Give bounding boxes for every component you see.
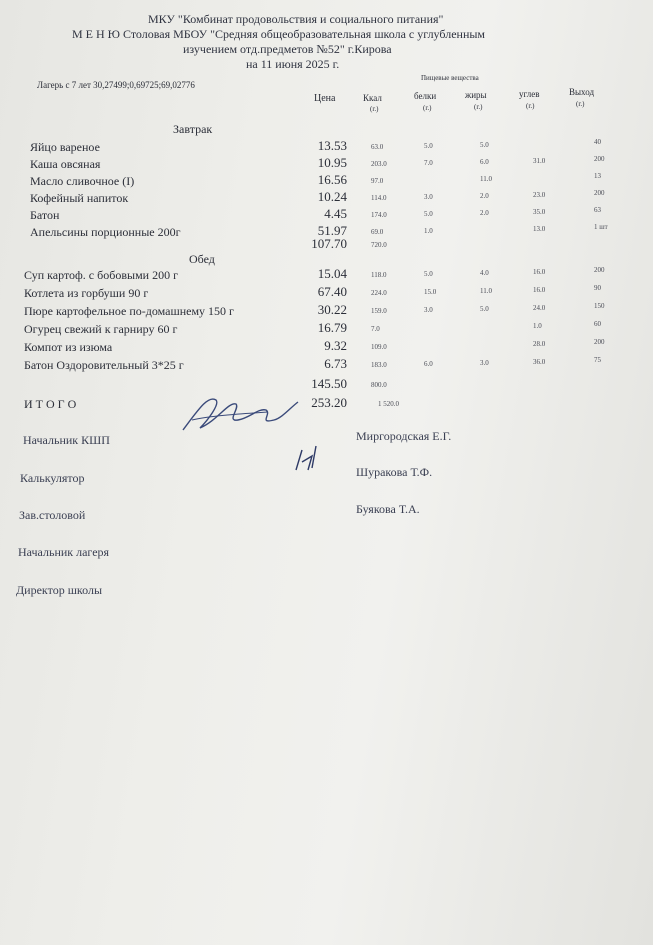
item-yield: 40 xyxy=(594,138,601,146)
item-fats: 5.0 xyxy=(480,141,489,149)
item-name: Масло сливочное (I) xyxy=(30,174,135,188)
item-name: Котлета из горбуши 90 г xyxy=(24,286,149,300)
grand-total-kcal: 1 520.0 xyxy=(378,400,399,408)
sign-director: Директор школы xyxy=(16,583,103,597)
item-yield: 200 xyxy=(594,338,605,346)
item-kcal: 174.0 xyxy=(371,211,387,219)
item-yield: 1 шт xyxy=(594,223,608,231)
item-fats: 2.0 xyxy=(480,192,489,200)
item-price: 10.95 xyxy=(317,155,347,170)
lunch-total-price: 145.50 xyxy=(311,376,347,391)
item-price: 16.56 xyxy=(317,172,347,187)
item-carbs: 36.0 xyxy=(533,358,546,366)
col-fats: жиры xyxy=(465,90,487,100)
item-kcal: 97.0 xyxy=(371,177,384,185)
item-kcal: 63.0 xyxy=(371,143,384,151)
item-yield: 90 xyxy=(594,284,601,292)
item-yield: 60 xyxy=(594,320,601,328)
item-proteins: 7.0 xyxy=(424,159,433,167)
item-yield: 200 xyxy=(594,266,605,274)
item-name: Огурец свежий к гарниру 60 г xyxy=(24,322,178,336)
item-carbs: 23.0 xyxy=(533,191,546,199)
col-carbs-unit: (г.) xyxy=(526,102,535,110)
item-yield: 13 xyxy=(594,172,601,180)
col-group-heading: Пищевые вещества xyxy=(421,74,479,82)
col-proteins: белки xyxy=(414,91,437,101)
item-proteins: 6.0 xyxy=(424,360,433,368)
item-name: Компот из изюма xyxy=(24,340,113,354)
item-price: 67.40 xyxy=(317,284,347,299)
item-carbs: 28.0 xyxy=(533,340,546,348)
item-kcal: 114.0 xyxy=(371,194,387,202)
menu-title: М Е Н Ю Столовая МБОУ "Средняя общеобразовательная школа с углубленным xyxy=(72,27,486,41)
item-carbs: 13.0 xyxy=(533,225,546,233)
col-fats-unit: (г.) xyxy=(474,103,483,111)
item-kcal: 183.0 xyxy=(371,361,387,369)
item-fats: 11.0 xyxy=(480,175,492,183)
col-kcal: Ккал xyxy=(363,93,382,103)
sign-calculator: Калькулятор xyxy=(20,471,85,485)
sign-name-3: Буякова Т.А. xyxy=(356,502,420,516)
camp-info: Лагерь с 7 лет 30,27499;0,69725;69,02776 xyxy=(37,80,195,90)
lunch-total-kcal: 800.0 xyxy=(371,381,387,389)
item-kcal: 118.0 xyxy=(371,271,387,279)
item-fats: 4.0 xyxy=(480,269,489,277)
item-price: 4.45 xyxy=(324,206,347,221)
item-carbs: 35.0 xyxy=(533,208,546,216)
col-proteins-unit: (г.) xyxy=(423,104,432,112)
item-name: Суп картоф. с бобовыми 200 г xyxy=(24,268,179,282)
item-name: Батон xyxy=(30,208,60,222)
item-yield: 75 xyxy=(594,356,601,364)
item-fats: 3.0 xyxy=(480,359,489,367)
item-kcal: 224.0 xyxy=(371,289,387,297)
item-price: 13.53 xyxy=(317,138,347,153)
sign-canteen-head: Зав.столовой xyxy=(19,508,86,522)
sign-name-2: Шуракова Т.Ф. xyxy=(356,465,433,479)
item-proteins: 5.0 xyxy=(424,142,433,150)
section-title-breakfast: Завтрак xyxy=(173,122,213,136)
item-carbs: 1.0 xyxy=(533,322,542,330)
section-title-lunch: Обед xyxy=(189,252,215,266)
item-price: 9.32 xyxy=(324,338,347,353)
item-kcal: 159.0 xyxy=(371,307,387,315)
breakfast-total-price: 107.70 xyxy=(311,236,347,251)
item-yield: 63 xyxy=(594,206,601,214)
item-kcal: 203.0 xyxy=(371,160,387,168)
org-title: МКУ "Комбинат продовольствия и социального питания" xyxy=(148,12,444,26)
sign-head-kshp: Начальник КШП xyxy=(23,433,110,447)
menu-title-cont: изучением отд.предметов №52" г.Кирова xyxy=(183,42,392,56)
item-kcal: 109.0 xyxy=(371,343,387,351)
col-kcal-unit: (г.) xyxy=(370,105,379,113)
item-name: Каша овсяная xyxy=(30,157,101,171)
col-yield: Выход xyxy=(569,87,595,97)
breakfast-total-kcal: 720.0 xyxy=(371,241,387,249)
item-name: Яйцо вареное xyxy=(30,140,100,154)
item-price: 30.22 xyxy=(317,302,347,317)
item-yield: 200 xyxy=(594,155,605,163)
handwritten-initials xyxy=(290,440,330,476)
item-yield: 200 xyxy=(594,189,605,197)
item-price: 51.97 xyxy=(317,223,347,238)
item-kcal: 69.0 xyxy=(371,228,384,236)
item-price: 16.79 xyxy=(317,320,347,335)
col-price: Цена xyxy=(314,93,336,104)
item-name: Кофейный напиток xyxy=(30,191,129,205)
item-price: 15.04 xyxy=(317,266,347,281)
menu-date: на 11 июня 2025 г. xyxy=(246,57,340,71)
sign-name-1: Миргородская Е.Г. xyxy=(356,429,452,443)
handwritten-signature xyxy=(178,390,303,440)
item-proteins: 1.0 xyxy=(424,227,433,235)
item-name: Апельсины порционные 200г xyxy=(30,225,181,239)
item-fats: 11.0 xyxy=(480,287,492,295)
item-carbs: 24.0 xyxy=(533,304,546,312)
item-carbs: 16.0 xyxy=(533,268,546,276)
item-fats: 5.0 xyxy=(480,305,489,313)
item-carbs: 31.0 xyxy=(533,157,546,165)
item-fats: 6.0 xyxy=(480,158,489,166)
item-kcal: 7.0 xyxy=(371,325,380,333)
item-price: 10.24 xyxy=(317,189,347,204)
item-proteins: 3.0 xyxy=(424,193,433,201)
item-fats: 2.0 xyxy=(480,209,489,217)
sign-camp-head: Начальник лагеря xyxy=(18,545,110,559)
item-proteins: 3.0 xyxy=(424,306,433,314)
item-proteins: 15.0 xyxy=(424,288,437,296)
col-carbs: углев xyxy=(519,89,540,99)
item-proteins: 5.0 xyxy=(424,270,433,278)
item-price: 6.73 xyxy=(324,356,347,371)
item-proteins: 5.0 xyxy=(424,210,433,218)
grand-total-price: 253.20 xyxy=(311,395,347,410)
item-carbs: 16.0 xyxy=(533,286,546,294)
col-yield-unit: (г.) xyxy=(576,100,585,108)
item-yield: 150 xyxy=(594,302,605,310)
item-name: Пюре картофельное по-домашнему 150 г xyxy=(24,304,234,318)
grand-total-label: И Т О Г О xyxy=(24,397,77,411)
item-name: Батон Оздоровительный 3*25 г xyxy=(24,358,184,372)
